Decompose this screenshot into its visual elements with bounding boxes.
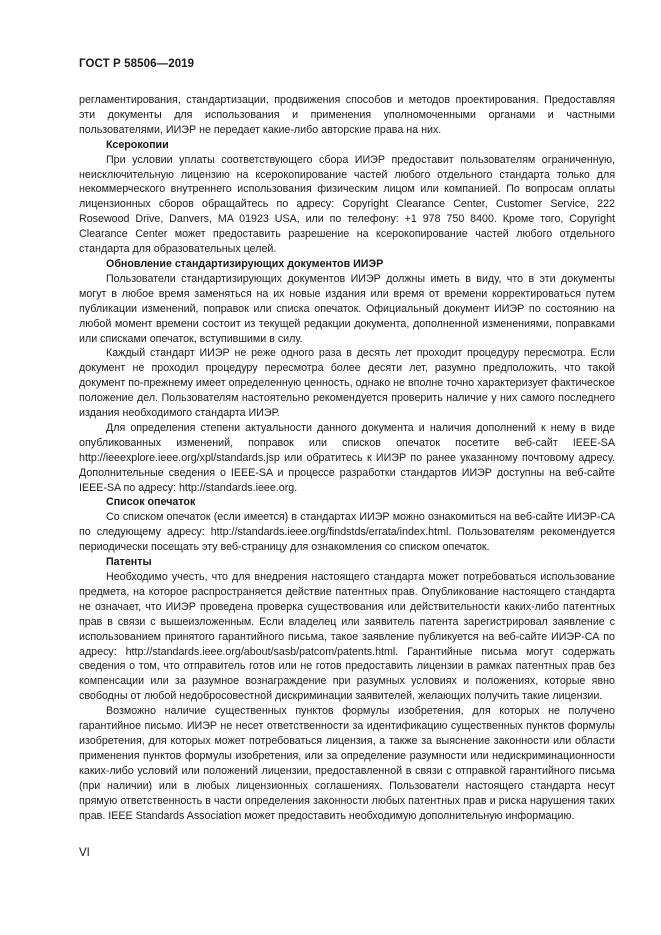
- paragraph: Каждый стандарт ИИЭР не реже одного раза в десять лет проходит процедуру пересмотра. Если документ не проходил процедуру пересмотра более десяти лет, разумно предположить, что такой документ по-прежнему имеет определенную ценность, однако не вполне точно характеризует фактическое положение дел. Пользователям настоятельно рекомендуется проверить наличие у них самого последнего издания необходимого стандарта ИИЭР.: [79, 347, 615, 420]
- paragraph: Для определения степени актуальности данного документа и наличия дополнений к нему в виде опубликованных изменений, поправок или списков опечаток посетите веб-сайт IEEE-SA http://ieeexplore.ieee.org/xpl/standards.jsp или обратитесь к ИИЭР по ранее указанному почтовому адресу. Дополнительные сведения о IEEE-SA и процессе разработки стандартов ИИЭР доступны на веб-сайте IEEE-SA по адресу: http://standards.ieee.org.: [79, 421, 615, 494]
- paragraph: Со списком опечаток (если имеется) в стандартах ИИЭР можно ознакомиться на веб-сайте ИИЭР-СА по следующему адресу: http://standards.ieee.org/findstds/errata/index.html. Пользователям рекомендуется периодически посещать эту веб-страницу для ознакомления со списком опечаток.: [79, 511, 615, 554]
- paragraph: При условии уплаты соответствующего сбора ИИЭР предоставит пользователям ограниченную, неисключительную лицензию на ксерокопирование частей любого отдельного стандарта только для некоммерческого внутреннего использования физическим лицом или компанией. По вопросам оплаты лицензионных сборов обращайтесь по адресу: Copyright Clearance Center, Customer Service, 222 Rosewood Drive, Danvers, MA 01923 USA, или по телефону: +1 978 750 8400. Кроме того, Copyright Clearance Center может предоставить разрешение на ксерокопирование частей любого отдельного стандарта для образовательных целей.: [79, 153, 615, 256]
- paragraph: Возможно наличие существенных пунктов формулы изобретения, для которых не получено гарантийное письмо. ИИЭР не несет ответственности за идентификацию существенных пунктов формулы изобретения, для которых может потребоваться лицензия, а также за выяснение законности или области применения пунктов формулы изобретения, или за определение разумности или недискриминационности каких-либо условий или положений лицензии, предоставленной в связи с отправкой гарантийного письма (при наличии) или в любых лицензионных соглашениях. Пользователи настоящего стандарта несут прямую ответственность в части определения законности любых патентных прав и риска нарушения таких прав. IEEE Standards Association может предоставить необходимую дополнительную информацию.: [79, 705, 615, 822]
- paragraph: Пользователи стандартизирующих документов ИИЭР должны иметь в виду, что в эти документы могут в любое время заменяться на их новые издания или время от времени корректироваться путем публикации изменений, поправок или списка опечаток. Официальный документ ИИЭР по состоянию на любой момент времени состоит из текущей редакции документа, дополненной изменениями, поправками или списками опечаток, вступившими в силу.: [79, 272, 615, 345]
- section-heading-updates: Обновление стандартизирующих документов ИИЭР: [106, 257, 384, 270]
- paragraph: Необходимо учесть, что для внедрения настоящего стандарта может потребоваться использование предмета, на которое распространяется действие патентных прав. Опубликование настоящего стандарта не означает, что ИИЭР проведена проверка существования или действительности каких-либо патентных прав в связи с вышеизложенным. Если владелец или заявитель патента зарегистрировал заявление с использованием принятого гарантийного письма, такое заявление публикуется на веб-сайте ИИЭР-СА по адресу: http://standards.ieee.org/about/sasb/patcom/patents.html. Гарантийные письма могут содержать сведения о том, что отправитель готов или не готов предоставить лицензии в рамках патентных прав без компенсации или за разумное вознаграждение при разумных условиях и положениях, которые явно свободны от любой недобросовестной дискриминации заявителей, желающих получить такие лицензии.: [79, 571, 615, 703]
- page-number: VI: [79, 847, 90, 859]
- intro-paragraph: регламентирования, стандартизации, продвижения способов и методов проектирования. Предоставляя эти документы для использования и применения уполномоченными органами и частными пользователями, ИИЭР не передает какие-либо авторские права на них.: [79, 94, 615, 136]
- section-heading-patents: Патенты: [106, 556, 152, 569]
- document-body: [79, 93, 615, 823]
- section-heading-errata: Список опечаток: [106, 496, 196, 509]
- standard-header: ГОСТ Р 58506—2019: [79, 58, 195, 70]
- section-heading-photocopies: Ксерокопии: [106, 138, 169, 151]
